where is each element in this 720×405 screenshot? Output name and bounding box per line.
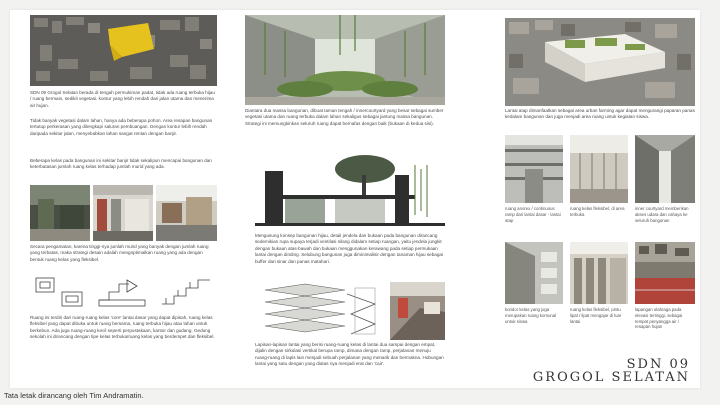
courtyard-render	[245, 15, 445, 105]
diagram-typology-3	[156, 270, 217, 312]
paragraph-rooftop: Lantai atap dimanfaatkan sebagai area urban farming agar dapat mengurangi paparan panas kedalam bangunan dan juga menjadi area ruang untuk kegiatan siswa.	[505, 108, 695, 120]
paragraph-classrooms: Beberapa kelas pada bangunan ini sekitar banjir tidak sekalipun mencapai bangunan dan keterbatasan jumlah ruang kelas terhadap jumlah murid yang ada.	[30, 158, 212, 170]
paragraph-green-building: Mengusung konsep bangunan hijau, detail jendela dan bukaan pada bangunan dirancang sedemikian rupa supaya terjadi ventilasi silang didalam setiap ruangan, yaitu jendela jungkit dengan bukaan atas-bawah dan bukaan menggunakan kerawang pada setiap permukaan lantai dengan dinding. Selubung bangunan juga diminimalisir dengan tanaman hijau sebagai buffer dari sinar dan panas matahari.	[255, 233, 443, 264]
paragraph-program: Ruang ini terdiri dari ruang-ruang kelas 'core' lantai dasar yang dapat dipisah, ruang kelas fleksibel yang dapat dibuka untuk ruang bersama, ruang terbuka hijau atau lahan untuk berkebun. Ada juga ruang-ruang kecil seperti perpustakaan, kantor dan gudang. Gedung sekolah ini dirancang dengan tipe kelas terbuka/ruang kelas yang berdempet dan fleksibel.	[30, 315, 215, 340]
existing-photo-2	[93, 185, 153, 241]
project-title-line1: SDN 09	[626, 357, 690, 372]
footer-credit: Tata letak dirancang oleh Tim Andramatin.	[4, 391, 144, 400]
site-map-photo	[30, 15, 217, 86]
section-detail-drawing	[255, 145, 445, 230]
rooftop-field-photo	[635, 242, 695, 304]
existing-photo-3	[156, 185, 217, 241]
existing-photo-1	[30, 185, 90, 241]
paragraph-strategy: Secara pengamatan, karena tinggi-nya jumlah murid yang banyak dengan jumlah ruang yang terbatas, maka strategi desain adalah mengoptimalkan ruang yang ada dengan bentuk ruang kelas yang fleksibel.	[30, 244, 209, 262]
caption-ramp: ruang anorex / continuous ramp dari lantai dasar - lantai atap	[505, 206, 561, 223]
ramp-photo	[390, 282, 445, 340]
paragraph-ramp: Lapisan-lapisan lantai yang berisi ruang-ruang kelas di lantai dua sampai dengan empat, dijalin dengan sirkulasi vertikal berupa ramp, dimana dengan ramp, perjalanan menuju ruang-ruang di lapis lain menjadi sebuah perjalanan yang menarik dan bermakna. Hubungan lantai yang satu dengan yang diatas nya menjadi erat dan 'cair'.	[255, 342, 444, 367]
interior-photo-3	[635, 135, 695, 203]
caption-sports-field: lapangan olahraga pada elevasi tertinggi, sebagai tempat penyangga air / resapan hujan	[635, 307, 683, 330]
caption-folding-door: ruang kelas fleksibel, pintu lipat / lipat mengajar di luar lantai	[570, 307, 622, 324]
caption-inner-courtyard: inner courtyard memberikan akses udara dan cahaya ke seluruh bangunan	[635, 206, 689, 223]
interior-photo-2	[570, 135, 628, 203]
poster-sheet	[10, 10, 700, 388]
paragraph-courtyard: Diantara dua massa bangunan, dibuat taman tengah / innercourtyard yang besar sebagai sumber vegetasi utama dan ruang terbuka dalam lahan sekaligus sebagai jantung massa bangunan. Strategi ini memungkinkan seluruh ruang dapat bernafas dengan baik (bukaan di kedua sisi).	[245, 108, 444, 126]
diagram-typology-2	[93, 270, 153, 312]
paragraph-site: SDN 09 Grogol Selatan berada di tengah permukiman padat, tidak ada ruang terbuka hijau / ruang bermain, sedikit vegetasi. kontur yang lebih rendah dari jalan utama dan menerima air hujan.	[30, 90, 215, 108]
interior-photo-5	[570, 242, 628, 304]
interior-photo-4	[505, 242, 563, 304]
caption-corridor: koridor kelas yang juga merupakan ruang komunal untuk siswa	[505, 307, 557, 324]
caption-flexible-class: ruang kelas fleksibel, di area terbuka	[570, 206, 625, 217]
aerial-render	[505, 18, 695, 106]
project-title-line2: GROGOL SELATAN	[532, 370, 690, 385]
paragraph-vegetation: Tidak banyak vegetasi dalam lahan, hanya ada beberapa pohon. Area resapan bangunan tertutup perkerasan yang dilengkapi saluran pembuangan. Dengan kontur lebih rendah daripada sekitar jalan, menyebabkan lahan sangat rentan dengan banjir.	[30, 118, 213, 136]
interior-photo-1	[505, 135, 563, 203]
axonometric-section	[255, 282, 385, 340]
diagram-typology-1	[30, 270, 90, 312]
